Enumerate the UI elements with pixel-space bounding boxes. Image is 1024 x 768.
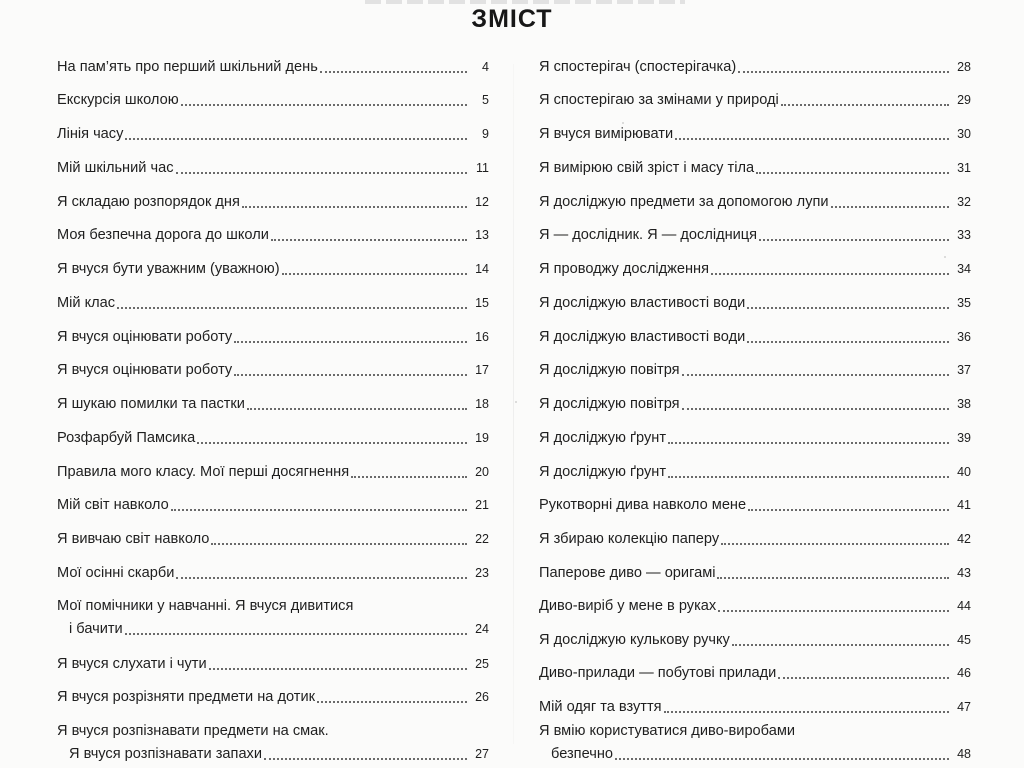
toc-entry (57, 494, 489, 517)
toc-entry-title: Диво-прилади — побутові прилади (539, 665, 777, 681)
toc-entry-title: Мої осінні скарби (57, 565, 175, 581)
toc-entry-title: Я вчуся оцінювати роботу (57, 329, 233, 345)
toc-entry (539, 258, 971, 281)
toc-entry (57, 595, 489, 643)
toc-page-number: 25 (475, 657, 489, 671)
toc-page-number: 46 (957, 666, 971, 680)
toc-page-number: 41 (957, 498, 971, 512)
dot-leader (759, 238, 949, 241)
toc-entry-title: Рукотворні дива навколо мене (539, 497, 747, 513)
toc-page-number: 12 (475, 195, 489, 209)
toc-entry (539, 359, 971, 382)
toc-page-number: 42 (957, 532, 971, 546)
toc-entry (539, 562, 971, 585)
toc-page-number: 37 (957, 363, 971, 377)
dot-leader (264, 757, 467, 760)
dot-leader (682, 373, 949, 376)
toc-entry (539, 427, 971, 450)
dot-leader (320, 70, 467, 73)
dot-leader (721, 542, 949, 545)
dot-leader (247, 407, 467, 410)
toc-page-number: 17 (475, 363, 489, 377)
toc-page-number: 30 (957, 127, 971, 141)
toc-page-number: 9 (482, 127, 489, 141)
toc-page-number: 15 (475, 296, 489, 310)
toc-entry-title: Я вчуся розпізнавати предмети на смак. (57, 723, 329, 739)
toc-page-number: 33 (957, 228, 971, 242)
toc-entry (57, 359, 489, 382)
toc-page-number: 31 (957, 161, 971, 175)
toc-entry (57, 653, 489, 676)
toc-entry (539, 393, 971, 416)
scan-speck (944, 256, 946, 258)
toc-entry (539, 224, 971, 247)
dot-leader (781, 103, 949, 106)
dot-leader (668, 475, 949, 478)
toc-page-number: 28 (957, 60, 971, 74)
toc-right-column (539, 56, 971, 768)
toc-entry-title: Я вчуся бути уважним (уважною) (57, 261, 280, 277)
toc-entry (57, 258, 489, 281)
toc-entry-title: Я досліджую властивості води (539, 295, 746, 311)
toc-entry (57, 720, 489, 768)
toc-page-number: 5 (482, 93, 489, 107)
toc-entry (539, 696, 971, 719)
toc-page-number: 23 (475, 566, 489, 580)
dot-leader (242, 205, 467, 208)
toc-entry-title: Розфарбуй Памсика (57, 430, 196, 446)
toc-entry-title: Я спостерігаю за змінами у природі (539, 92, 779, 108)
toc-page-number: 18 (475, 397, 489, 411)
dot-leader (711, 272, 949, 275)
cropped-header-fragment (365, 0, 685, 4)
toc-page-number: 34 (957, 262, 971, 276)
toc-entry (539, 461, 971, 484)
dot-leader (351, 475, 467, 478)
toc-entry (57, 427, 489, 450)
toc-page-number: 29 (957, 93, 971, 107)
dot-leader (117, 306, 467, 309)
dot-leader (317, 700, 467, 703)
dot-leader (209, 667, 467, 670)
dot-leader (234, 373, 467, 376)
dot-leader (664, 710, 949, 713)
toc-entry-title: Мій шкільний час (57, 160, 174, 176)
toc-entry-title: Я — дослідник. Я — дослідниця (539, 227, 758, 243)
toc-page-number: 21 (475, 498, 489, 512)
toc-entry (539, 157, 971, 180)
toc-entry (57, 562, 489, 585)
dot-leader (125, 137, 467, 140)
toc-entry (539, 595, 971, 618)
toc-entry-title: Я вмію користуватися диво-виробами (539, 723, 796, 739)
toc-entry-title-continuation: і бачити (69, 621, 123, 637)
toc-left-column (57, 56, 489, 768)
toc-entry (539, 56, 971, 79)
toc-page-number: 14 (475, 262, 489, 276)
toc-page-number: 11 (476, 161, 489, 175)
toc-page-number: 16 (475, 330, 489, 344)
dot-leader (738, 70, 949, 73)
toc-entry (539, 629, 971, 652)
toc-page-number: 45 (957, 633, 971, 647)
toc-page-number: 40 (957, 465, 971, 479)
toc-entry-title: Я вчуся слухати і чути (57, 656, 207, 672)
page-fold-mark (513, 64, 514, 744)
toc-page-number: 39 (957, 431, 971, 445)
dot-leader (211, 542, 467, 545)
toc-entry-title: Я досліджую кулькову ручку (539, 632, 730, 648)
dot-leader (176, 576, 467, 579)
toc-entry-title: Я досліджую ґрунт (539, 430, 667, 446)
toc-page-number: 22 (475, 532, 489, 546)
dot-leader (747, 340, 949, 343)
toc-page-number: 27 (475, 747, 489, 761)
toc-entry-title: Я досліджую предмети за допомогою лупи (539, 194, 829, 210)
toc-page-number: 24 (475, 622, 489, 636)
toc-entry (539, 191, 971, 214)
dot-leader (778, 676, 949, 679)
dot-leader (668, 441, 949, 444)
toc-entry-title: Я збираю колекцію паперу (539, 531, 720, 547)
toc-entry (539, 292, 971, 315)
toc-entry-title: На пам’ять про перший шкільний день (57, 59, 318, 75)
toc-entry-title: Я досліджую повітря (539, 396, 680, 412)
toc-entry (539, 326, 971, 349)
toc-entry-title: Я спостерігач (спостерігачка) (539, 59, 737, 75)
toc-entry (539, 89, 971, 112)
toc-page-number: 20 (475, 465, 489, 479)
toc-entry-title: Диво-виріб у мене в руках (539, 598, 717, 614)
toc-entry (57, 461, 489, 484)
toc-entry-title: Я досліджую властивості води (539, 329, 746, 345)
toc-entry-title: Мій клас (57, 295, 116, 311)
toc-entry (57, 528, 489, 551)
toc-entry-title: Я проводжу дослідження (539, 261, 710, 277)
toc-entry (57, 56, 489, 79)
dot-leader (176, 171, 468, 174)
toc-entry (539, 662, 971, 685)
toc-page-number: 47 (957, 700, 971, 714)
toc-page-number: 48 (957, 747, 971, 761)
toc-page-number: 26 (475, 690, 489, 704)
toc-entry (539, 528, 971, 551)
dot-leader (732, 643, 949, 646)
toc-page-number: 36 (957, 330, 971, 344)
toc-page-number: 43 (957, 566, 971, 580)
toc-page-number: 38 (957, 397, 971, 411)
dot-leader (682, 407, 949, 410)
dot-leader (282, 272, 467, 275)
toc-entry-title: Я вчуся вимірювати (539, 126, 674, 142)
toc-entry-title: Мої помічники у навчанні. Я вчуся дивитися (57, 598, 354, 614)
toc-entry-title: Паперове диво — оригамі (539, 565, 716, 581)
scan-speck (515, 401, 517, 403)
dot-leader (747, 306, 949, 309)
toc-entry-title-continuation: безпечно (551, 746, 613, 762)
toc-entry-title-continuation: Я вчуся розпізнавати запахи (69, 746, 263, 762)
dot-leader (718, 609, 949, 612)
dot-leader (181, 103, 467, 106)
toc-entry (57, 292, 489, 315)
dot-leader (234, 340, 467, 343)
toc-entry (539, 123, 971, 146)
toc-page-number: 19 (475, 431, 489, 445)
dot-leader (717, 576, 949, 579)
dot-leader (748, 508, 949, 511)
dot-leader (271, 238, 467, 241)
toc-entry (539, 494, 971, 517)
toc-entry (57, 123, 489, 146)
toc-entry-title: Я вимірюю свій зріст і масу тіла (539, 160, 755, 176)
toc-entry (57, 686, 489, 709)
dot-leader (675, 137, 949, 140)
scan-speck (622, 122, 624, 124)
toc-entry-title: Я вчуся оцінювати роботу (57, 362, 233, 378)
toc-entry-title: Мій одяг та взуття (539, 699, 662, 715)
dot-leader (756, 171, 949, 174)
dot-leader (831, 205, 949, 208)
dot-leader (171, 508, 467, 511)
toc-entry-title: Я шукаю помилки та пастки (57, 396, 245, 412)
toc-entry (57, 224, 489, 247)
dot-leader (125, 632, 467, 635)
toc-page-number: 13 (475, 228, 489, 242)
toc-entry-title: Лінія часу (57, 126, 124, 142)
toc-entry-title: Я складаю розпорядок дня (57, 194, 240, 210)
toc-entry-title: Я досліджую повітря (539, 362, 680, 378)
page-title: ЗМІСТ (471, 5, 553, 33)
toc-page-number: 4 (482, 60, 489, 74)
toc-entry (57, 191, 489, 214)
toc-entry-title: Мій світ навколо (57, 497, 169, 513)
toc-entry-title: Екскурсія школою (57, 92, 179, 108)
toc-page-number: 32 (957, 195, 971, 209)
dot-leader (615, 757, 949, 760)
toc-page-number: 44 (957, 599, 971, 613)
toc-entry-title: Моя безпечна дорога до школи (57, 227, 269, 243)
toc-page-number: 35 (957, 296, 971, 310)
toc-entry (57, 393, 489, 416)
toc-entry-title: Я досліджую ґрунт (539, 464, 667, 480)
toc-entry (57, 89, 489, 112)
toc-entry (57, 157, 489, 180)
toc-entry (57, 326, 489, 349)
dot-leader (197, 441, 467, 444)
toc-entry-title: Правила мого класу. Мої перші досягнення (57, 464, 350, 480)
toc-entry-title: Я вивчаю світ навколо (57, 531, 210, 547)
toc-entry-title: Я вчуся розрізняти предмети на дотик (57, 689, 315, 705)
toc-entry (539, 720, 971, 768)
